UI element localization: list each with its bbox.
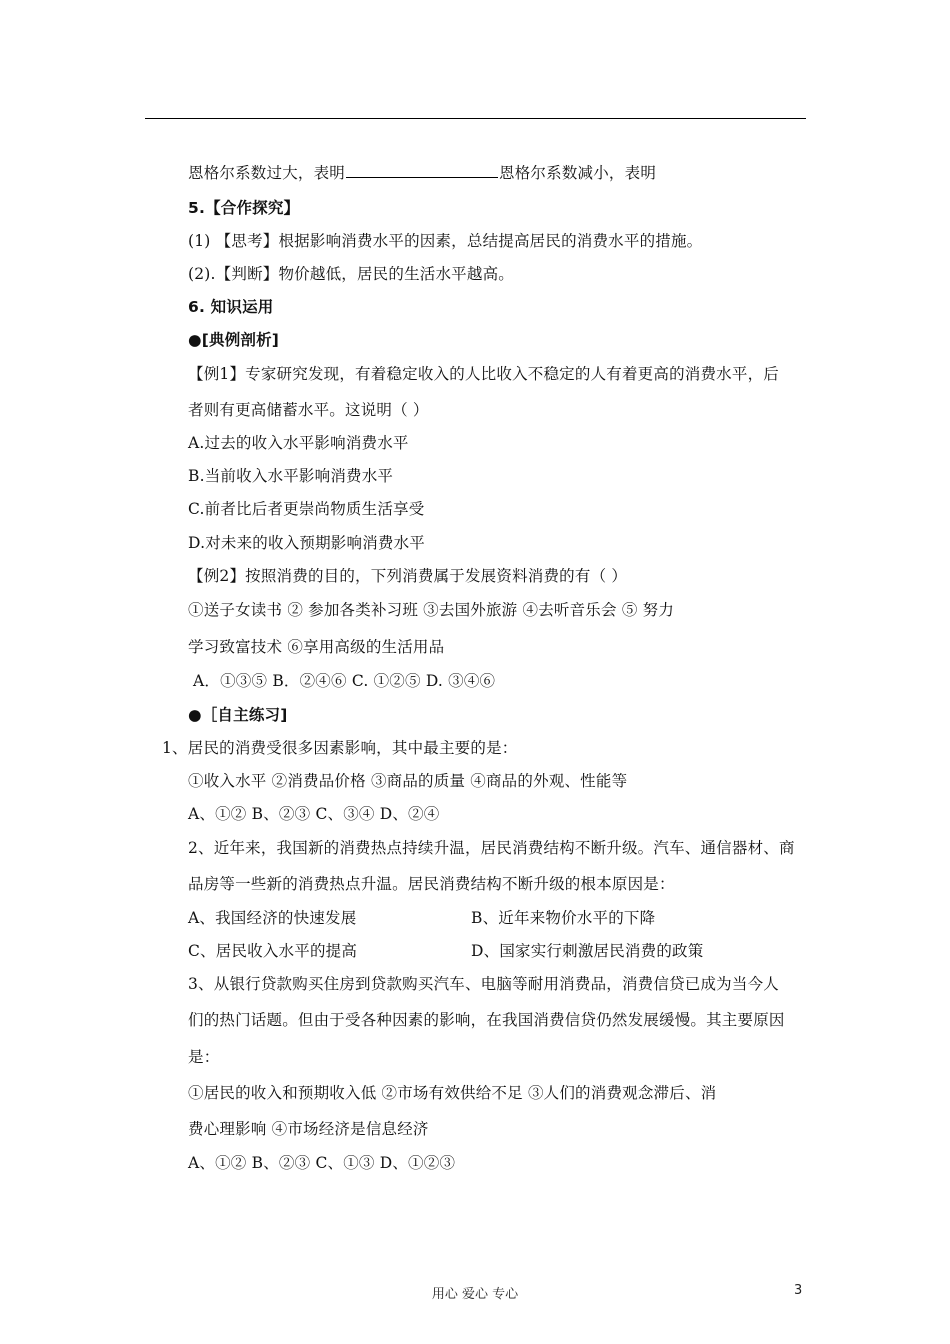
practice-q3-items-line1: ①居民的收入和预期收入低 ②市场有效供给不足 ③人们的消费观念滞后、消 bbox=[188, 1084, 717, 1102]
example2-options: A．①③⑤ B．②④⑥ C. ①②⑤ D. ③④⑥ bbox=[193, 672, 496, 690]
practice-q2-option-d: D、国家实行刺激居民消费的政策 bbox=[471, 942, 704, 960]
practice-q2-option-b: B、近年来物价水平的下降 bbox=[471, 909, 656, 927]
footer-text: 用心 爱心 专心 bbox=[431, 1287, 519, 1302]
section6-heading: 6. 知识运用 bbox=[188, 298, 274, 316]
practice-q3-items-line2: 费心理影响 ④市场经济是信息经济 bbox=[188, 1120, 429, 1138]
practice-q2-line2: 品房等一些新的消费热点升温。居民消费结构不断升级的根本原因是： bbox=[188, 875, 675, 893]
practice-q3-line1: 3、从银行贷款购买住房到贷款购买汽车、电脑等耐用消费品，消费信贷已成为当今人 bbox=[188, 975, 779, 993]
practice-q2-option-c: C、居民收入水平的提高 bbox=[188, 942, 358, 960]
page-number: 3 bbox=[794, 1283, 803, 1298]
example2-items-line2: 学习致富技术 ⑥享用高级的生活用品 bbox=[188, 638, 445, 656]
practice-q3-options: A、①② B、②③ C、①③ D、①②③ bbox=[188, 1154, 456, 1172]
example1-option-b: B.当前收入水平影响消费水平 bbox=[188, 467, 394, 485]
example1-option-a: A.过去的收入水平影响消费水平 bbox=[188, 434, 409, 452]
practice-heading: ●［自主练习] bbox=[188, 706, 288, 724]
engel-part1: 恩格尔系数过大，表明 bbox=[188, 164, 346, 182]
examples-heading: ●[典例剖析] bbox=[188, 331, 280, 349]
practice-q3-line2: 们的热门话题。但由于受各种因素的影响，在我国消费信贷仍然发展缓慢。其主要原因 bbox=[188, 1011, 785, 1029]
engel-part2: 恩格尔系数减小，表明 bbox=[499, 164, 657, 182]
example1-option-c: C.前者比后者更崇尚物质生活享受 bbox=[188, 500, 425, 518]
section5-heading: 5.【合作探究】 bbox=[188, 199, 300, 217]
practice-q1-stem: 1、居民的消费受很多因素影响，其中最主要的是： bbox=[162, 739, 518, 757]
practice-q2-option-a: A、我国经济的快速发展 bbox=[188, 909, 357, 927]
practice-q3-line3: 是： bbox=[188, 1048, 220, 1066]
section5-q2: (2).【判断】物价越低，居民的生活水平越高。 bbox=[188, 265, 514, 283]
example1-stem-line1: 【例1】专家研究发现，有着稳定收入的人比收入不稳定的人有着更高的消费水平，后 bbox=[188, 365, 779, 383]
practice-q1-options: A、①② B、②③ C、③④ D、②④ bbox=[188, 805, 440, 823]
header-rule bbox=[145, 118, 806, 119]
practice-q1-items: ①收入水平 ②消费品价格 ③商品的质量 ④商品的外观、性能等 bbox=[188, 772, 628, 790]
example2-stem: 【例2】按照消费的目的，下列消费属于发展资料消费的有（ ） bbox=[188, 567, 628, 585]
engel-line bbox=[188, 163, 656, 183]
practice-q2-line1: 2、近年来，我国新的消费热点持续升温，居民消费结构不断升级。汽车、通信器材、商 bbox=[188, 839, 795, 857]
example2-items-line1: ①送子女读书 ② 参加各类补习班 ③去国外旅游 ④去听音乐会 ⑤ 努力 bbox=[188, 601, 675, 619]
example1-option-d: D.对未来的收入预期影响消费水平 bbox=[188, 534, 426, 552]
section5-q1: (1) 【思考】根据影响消费水平的因素，总结提高居民的消费水平的措施。 bbox=[188, 232, 703, 250]
example1-stem-line2: 者则有更高储蓄水平。这说明（ ） bbox=[188, 401, 429, 419]
fill-blank[interactable] bbox=[346, 163, 498, 178]
